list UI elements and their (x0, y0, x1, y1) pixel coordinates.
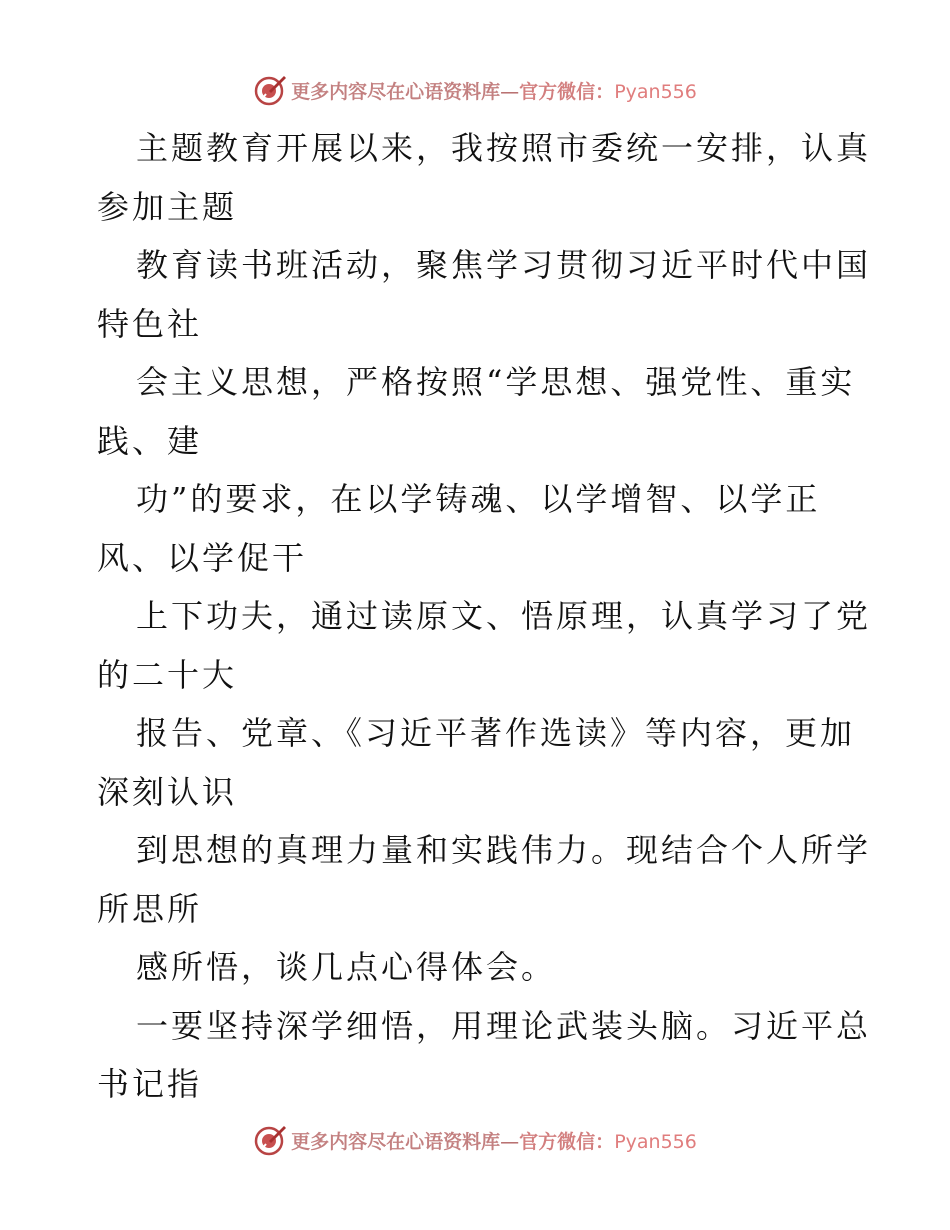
watermark-separator: — (500, 1130, 520, 1153)
watermark-official-label: 官方微信： (519, 1130, 615, 1153)
watermark-official-label: 官方微信： (519, 80, 615, 103)
pen-logo-icon (253, 1123, 287, 1157)
body-line: 风、以学促干 (97, 538, 308, 577)
watermark-contact: Pyan556 (614, 80, 697, 103)
watermark-contact: Pyan556 (614, 1130, 697, 1153)
header-watermark (0, 70, 950, 110)
body-line: 功”的要求，在以学铸魂、以学增智、以学正 (136, 480, 821, 518)
body-line: 感所悟，谈几点心得体会。 (136, 948, 557, 986)
body-line: 报告、党章、《习近平著作选读》等内容，更加 (136, 714, 856, 752)
pen-logo-icon (253, 73, 287, 107)
body-line: 书记指 (97, 1065, 203, 1103)
body-line: 教育读书班活动，聚焦学习贯彻习近平时代中国 (136, 246, 872, 284)
footer-watermark (0, 1120, 950, 1160)
body-line: 所思所 (97, 889, 203, 928)
body-line: 主题教育开展以来，我按照市委统一安排，认真 (136, 129, 872, 167)
watermark-slogan: 更多内容尽在心语资料库 (291, 80, 501, 103)
body-line: 特色社 (97, 304, 203, 343)
watermark-separator: — (500, 80, 520, 103)
body-line: 参加主题 (97, 187, 238, 226)
body-line: 上下功夫，通过读原文、悟原理，认真学习了党 (136, 597, 872, 635)
watermark-slogan: 更多内容尽在心语资料库 (291, 1130, 501, 1153)
body-line: 到思想的真理力量和实践伟力。现结合个人所学 (136, 831, 872, 869)
body-line: 践、建 (97, 421, 203, 460)
document-body (97, 119, 872, 1114)
body-line: 的二十大 (97, 655, 238, 694)
body-line: 一要坚持深学细悟，用理论武装头脑。习近平总 (136, 1006, 872, 1045)
body-line: 深刻认识 (97, 772, 238, 811)
body-line: 会主义思想，严格按照“学思想、强党性、重实 (136, 363, 856, 401)
